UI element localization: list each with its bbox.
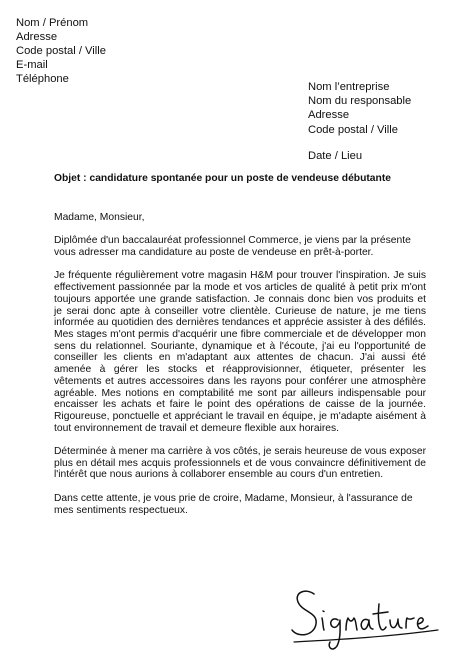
- recipient-manager: Nom du responsable: [308, 95, 412, 108]
- sender-postal-city: Code postal / Ville: [16, 45, 106, 58]
- sender-email: E-mail: [16, 59, 48, 72]
- recipient-block: [308, 80, 411, 137]
- signature: [288, 582, 448, 656]
- paragraph-closing: Dans cette attente, je vous prie de croire, Madame, Monsieur, à l'assurance de mes sentiments respectueux.: [54, 492, 413, 516]
- sender-block: [16, 16, 106, 86]
- sender-name: Nom / Prénom: [16, 17, 89, 29]
- paragraph-intro: Diplômée d'un baccalauréat professionnel Commerce, je viens par la présente vous adresser ma candidature au poste de vendeuse en prêt-à-porter.: [54, 235, 411, 259]
- subject-line: Objet : candidature spontanée pour un poste de vendeuse débutante: [54, 173, 391, 184]
- letter-body: [54, 212, 426, 528]
- paragraph-interview: Déterminée à mener ma carrière à vos côtés, je serais heureuse de vous exposer plus en détail mes acquis professionnels et de vous convaincre définitivement de l'intérêt que nous aurions à collaborer ensemble au cours d'un entretien.: [54, 446, 427, 481]
- date-place: Date / Lieu: [308, 150, 363, 162]
- recipient-company: Nom l’entreprise: [308, 81, 390, 93]
- salutation: Madame, Monsieur,: [54, 212, 145, 223]
- recipient-postal-city: Code postal / Ville: [308, 123, 398, 136]
- sender-address: Adresse: [16, 31, 58, 44]
- paragraph-motivation: Je fréquente régulièrement votre magasin H&M pour trouver l'inspiration. Je suis effectivement passionnée par la mode et vos articles de qualité à petit prix m'ont toujours apportée une grande satisfaction. Je connais donc bien vos produits et je serai donc apte à conseiller votre clientèle. Curieuse de nature, je me tiens informée au quotidien des dernières tendances et apprécie assister à des défilés. Mes stages m'ont permis d'acquérir une fibre commerciale et de développer mon sens du relationnel. Souriante, dynamique et à l'écoute, j'ai eu l'opportunité de conseiller les clients en m'adaptant aux attentes de chacun. J'ai aussi été amenée à gérer les stocks et réapprovisionner, étiqueter, présenter les vêtements et autres accessoires dans les rayons pour conférer une atmosphère agréable. Mes notions en comptabilité me sont par ailleurs indispensable pour encaisser les achats et faire le point des opérations de caisse de la journée. Rigoureuse, ponctuelle et appréciant le travail en équipe, je m'adapte aisément à tout environnement de travail et demeure flexible aux horaires.: [54, 270, 426, 434]
- sender-phone: Téléphone: [16, 73, 69, 86]
- recipient-address: Adresse: [308, 109, 350, 122]
